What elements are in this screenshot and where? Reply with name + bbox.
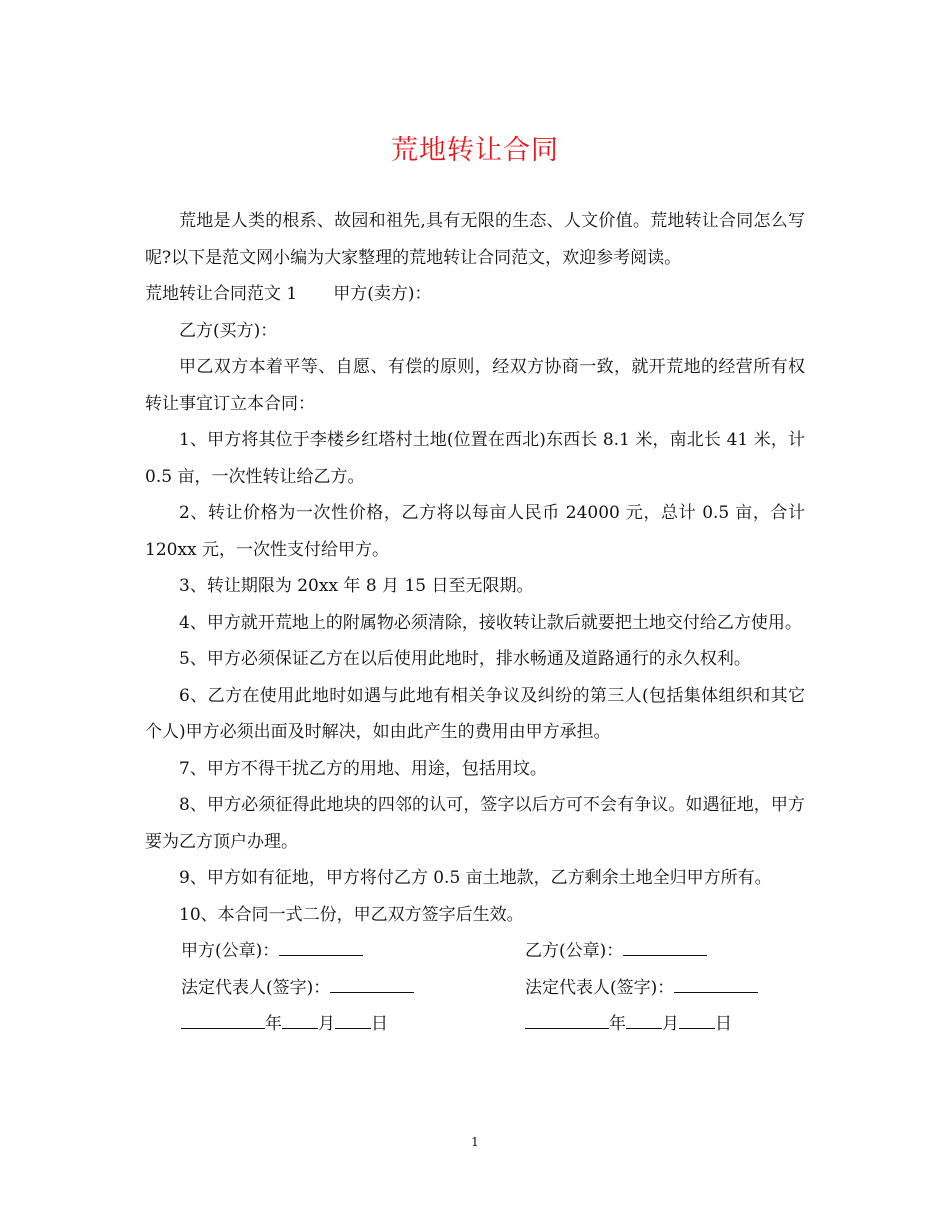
clause-8: 8、甲方必须征得此地块的四邻的认可，签字以后方可不会有争议。如遇征地，甲方要为乙方顶户办理。 (145, 795, 805, 852)
party-b-year-label: 年 (609, 1014, 626, 1034)
party-b-month-label: 月 (662, 1014, 679, 1034)
party-b-day-label: 日 (715, 1014, 732, 1034)
clause-1: 1、甲方将其位于李楼乡红塔村土地(位置在西北)东西长 8.1 米，南北长 41 米，计 0.5 亩，一次性转让给乙方。 (145, 430, 805, 487)
party-b-rep-blank (674, 970, 758, 993)
party-b-rep-label: 法定代表人(签字)： (525, 977, 675, 998)
party-b-year-blank (525, 1006, 609, 1029)
document-body (145, 203, 805, 1043)
party-b-label: 乙方(买方)： (179, 320, 278, 341)
clause-3: 3、转让期限为 20xx 年 8 月 15 日至无限期。 (179, 576, 534, 596)
party-b-seal-blank (623, 933, 707, 956)
party-a-year-blank (181, 1006, 265, 1029)
clause-10: 10、本合同一式二份，甲乙双方签字后生效。 (179, 904, 524, 925)
party-a-day-blank (335, 1006, 371, 1029)
clause-2: 2、转让价格为一次性价格，乙方将以每亩人民币 24000 元，总计 0.5 亩，合计 120xx 元，一次性支付给甲方。 (145, 503, 805, 560)
representative-row (145, 970, 805, 1007)
party-a-date (181, 1006, 388, 1043)
seal-row (145, 933, 805, 970)
party-a-seal-blank (279, 933, 363, 956)
party-b-date (525, 1006, 732, 1043)
party-b-day-blank (679, 1006, 715, 1029)
party-a-seal-label: 甲方(公章)： (181, 941, 280, 961)
party-a-seal (181, 933, 363, 970)
intro-paragraph: 荒地是人类的根系、故园和祖先,具有无限的生态、人文价值。荒地转让合同怎么写呢?以下是范文网小编为大家整理的荒地转让合同范文，欢迎参考阅读。 (145, 211, 805, 268)
party-a-day-label: 日 (371, 1014, 388, 1034)
clause-9: 9、甲方如有征地，甲方将付乙方 0.5 亩土地款，乙方剩余土地全归甲方所有。 (179, 868, 772, 888)
party-b-seal (525, 933, 707, 970)
clause-4: 4、甲方就开荒地上的附属物必须清除，接收转让款后就要把土地交付给乙方使用。 (179, 612, 802, 633)
party-a-label: 甲方(卖方)： (333, 284, 432, 304)
document-title: 荒地转让合同 (391, 135, 559, 166)
clause-7: 7、甲方不得干扰乙方的用地、用途，包括用坟。 (179, 758, 547, 779)
party-a-representative (181, 970, 414, 1007)
clause-5: 5、甲方必须保证乙方在以后使用此地时，排水畅通及道路通行的永久权利。 (179, 649, 751, 669)
date-row (145, 1006, 805, 1043)
party-b-month-blank (626, 1006, 662, 1029)
party-a-month-blank (282, 1006, 318, 1029)
clause-6: 6、乙方在使用此地时如遇与此地有相关争议及纠纷的第三人(包括集体组织和其它个人)甲方必须出面及时解决，如由此产生的费用由甲方承担。 (145, 685, 805, 742)
sample-heading-line (145, 276, 805, 313)
party-a-month-label: 月 (318, 1014, 335, 1034)
party-a-year-label: 年 (265, 1014, 282, 1034)
party-a-rep-blank (330, 970, 414, 993)
party-a-rep-label: 法定代表人(签字)： (181, 977, 331, 998)
preamble-paragraph: 甲乙双方本着平等、自愿、有偿的原则，经双方协商一致，就开荒地的经营所有权转让事宜订立本合同： (145, 357, 805, 414)
party-b-representative (525, 970, 758, 1007)
sample-heading: 荒地转让合同范文 1 (145, 284, 298, 304)
party-b-seal-label: 乙方(公章)： (525, 941, 624, 961)
page-number: 1 (471, 1135, 479, 1149)
